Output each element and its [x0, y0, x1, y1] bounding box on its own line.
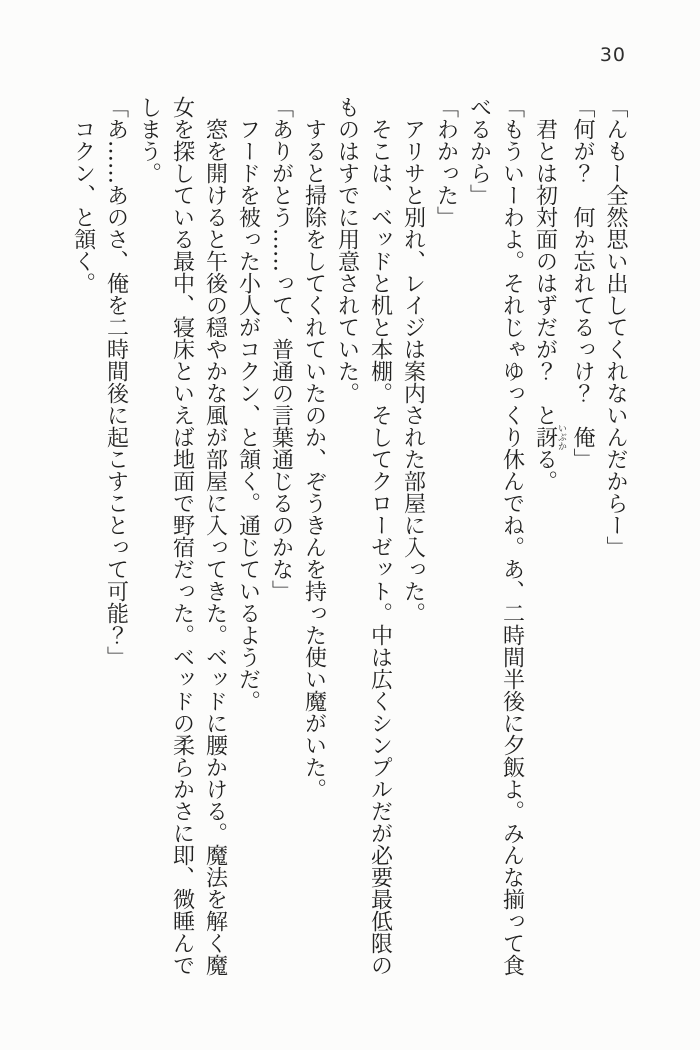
paragraph-8-narrative: すると掃除をしてくれていたのか、ぞうきんを持った使い魔がいた。: [301, 118, 327, 800]
paragraph-12-dialogue: 「あ……あのさ、俺を二時間後に起こすことって可能？」: [103, 96, 129, 668]
page-number: 30: [599, 44, 626, 66]
paragraph-10-narrative: フードを被った小人がコクン、と頷く。通じているようだ。: [235, 118, 261, 712]
paragraph-5-dialogue: 「わかった」: [433, 96, 459, 228]
paragraph-7-narrative: そこは、ベッドと机と本棚。そしてクローゼット。中は広くシンプルだが必要最低限のものはすでに用意されていた。: [334, 96, 393, 976]
paragraph-2-dialogue: 「何が？ 何か忘れてるっけ？ 俺」: [570, 96, 595, 470]
paragraph-13-narrative: コクン、と頷く。: [70, 118, 96, 294]
paragraph-9-dialogue: 「ありがとう……って、普通の言葉通じるのかな」: [268, 96, 294, 602]
paragraph-11-narrative: 窓を開けると午後の穏やかな風が部屋に入ってきた。ベッドに腰かける。魔法を解く魔女を探している最中、寝床といえば地面で野宿だった。ベッドの柔らかさに即、微睡んでしまう。: [136, 96, 228, 976]
paragraph-6-narrative: アリサと別れ、レイジは案内された部屋に入った。: [400, 118, 426, 624]
furigana-reading: いぶか: [556, 423, 566, 451]
paragraph-4-dialogue: 「もういーわよ。それじゃゆっくり休んでね。あ、二時間半後に夕飯よ。みんな揃って食べるから」: [466, 96, 525, 976]
paragraph-3-narrative: 君とは初対面のはずだが？ と訝いぶかる。: [532, 118, 566, 492]
text-block: [66, 96, 632, 980]
furigana-word: 訝いぶか: [532, 423, 566, 451]
paragraph-1-dialogue: 「んもー全然思い出してくれないんだからー」: [603, 96, 628, 558]
